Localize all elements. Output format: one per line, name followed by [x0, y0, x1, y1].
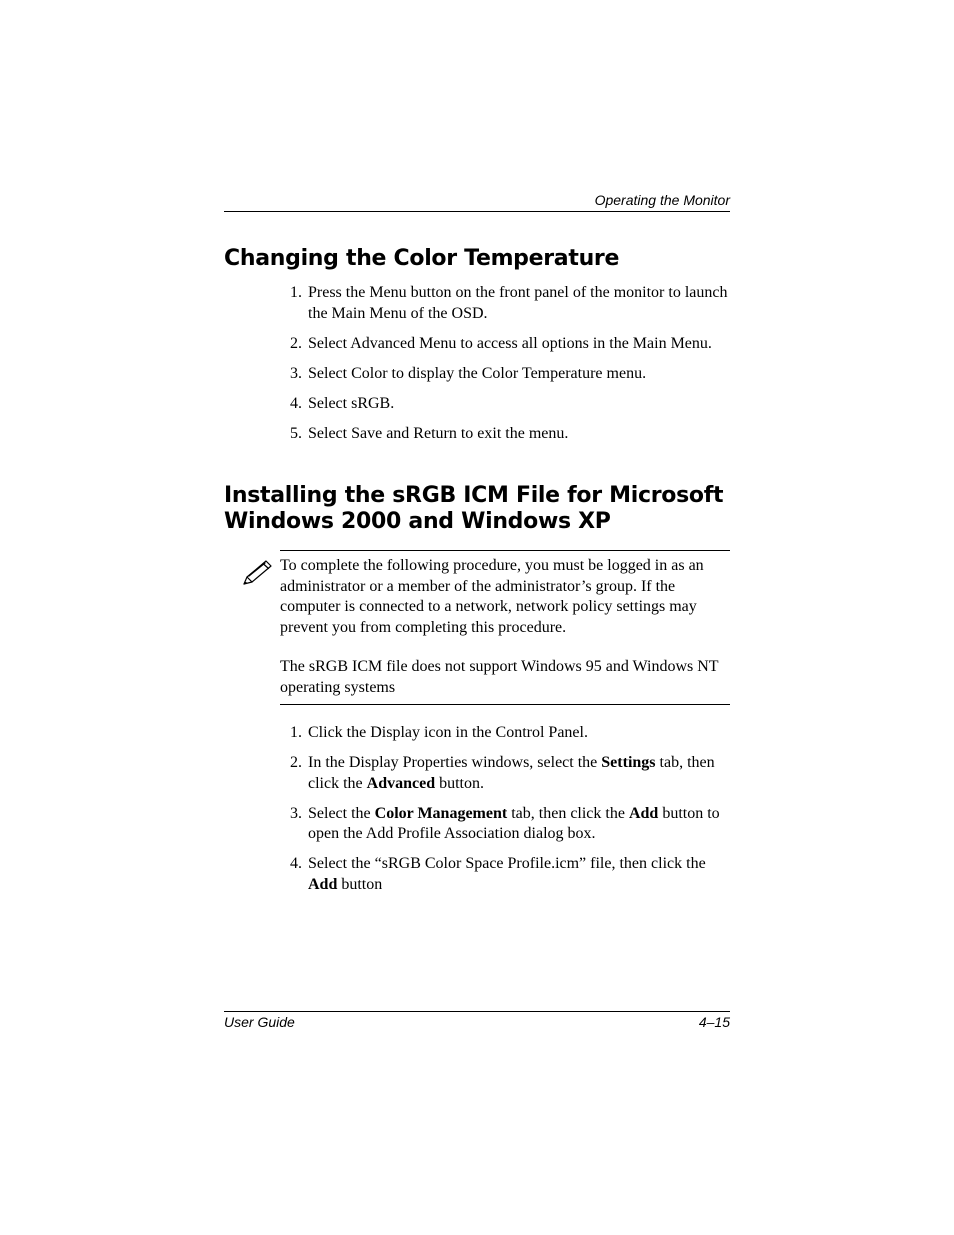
section-heading-color-temperature: Changing the Color Temperature — [224, 246, 620, 271]
step-number: 3. — [290, 364, 302, 382]
color-temperature-steps — [288, 283, 733, 454]
list-item — [288, 424, 733, 445]
pencil-icon — [240, 558, 274, 588]
page-number: 4–15 — [698, 1014, 730, 1030]
note-rule-bottom — [280, 704, 730, 705]
footer-title: User Guide — [224, 1014, 295, 1030]
note-paragraph: The sRGB ICM file does not support Windows 95 and Windows NT operating systems — [280, 658, 719, 696]
footer-rule — [224, 1011, 730, 1012]
step-text: Select Advanced Menu to access all options in the Main Menu. — [308, 334, 712, 352]
note-paragraph: To complete the following procedure, you must be logged in as an administrator or a member of the administrator’s group. If the computer is connected to a network, network policy settings may prevent you from completing this procedure. — [280, 557, 704, 636]
list-item — [288, 723, 733, 744]
step-text: Select the “sRGB Color Space Profile.icm” file, then click the — [308, 855, 706, 872]
heading-line: Windows 2000 and Windows XP — [224, 509, 611, 534]
list-item — [288, 804, 733, 845]
ui-term-color-management: Color Management — [374, 804, 508, 822]
step-text: button — [337, 875, 383, 893]
step-text: In the Display Properties windows, select the — [308, 754, 602, 771]
list-item — [288, 334, 733, 355]
list-item — [288, 753, 733, 794]
ui-term-add: Add — [308, 875, 338, 893]
ui-term-settings: Settings — [601, 754, 656, 771]
step-text: Press the Menu button on the front panel of the monitor to launch the Main Menu of the OSD. — [308, 284, 728, 322]
step-number: 5. — [290, 424, 302, 442]
step-text: Select Save and Return to exit the menu. — [308, 424, 569, 442]
step-text: Select Color to display the Color Temperature menu. — [308, 364, 647, 382]
step-text: button to open the Add Profile Association dialog box. — [308, 804, 720, 842]
step-text: Select sRGB. — [308, 394, 395, 412]
ui-term-add: Add — [628, 804, 659, 822]
header-rule — [224, 211, 730, 212]
list-item — [288, 364, 733, 385]
note-rule-top — [280, 550, 730, 551]
step-text: Click the Display icon in the Control Panel. — [308, 724, 588, 741]
running-head: Operating the Monitor — [594, 192, 730, 208]
section-heading-install-srgb — [224, 483, 744, 535]
step-number: 1. — [290, 724, 302, 741]
step-text: button. — [435, 774, 484, 792]
step-number: 1. — [290, 284, 302, 301]
step-number: 4. — [290, 394, 302, 412]
ui-term-advanced: Advanced — [366, 774, 436, 792]
list-item — [288, 854, 733, 895]
step-number: 2. — [290, 754, 302, 771]
step-number: 2. — [290, 334, 302, 352]
heading-line: Installing the sRGB ICM File for Microsoft — [224, 483, 724, 508]
step-text: Select the — [308, 804, 375, 822]
step-number: 4. — [290, 855, 302, 872]
install-srgb-steps — [288, 723, 733, 905]
list-item — [288, 394, 733, 415]
step-text: tab, then click the — [308, 754, 715, 792]
step-number: 3. — [290, 804, 302, 822]
list-item — [288, 283, 733, 324]
step-text: tab, then click the — [507, 804, 629, 822]
